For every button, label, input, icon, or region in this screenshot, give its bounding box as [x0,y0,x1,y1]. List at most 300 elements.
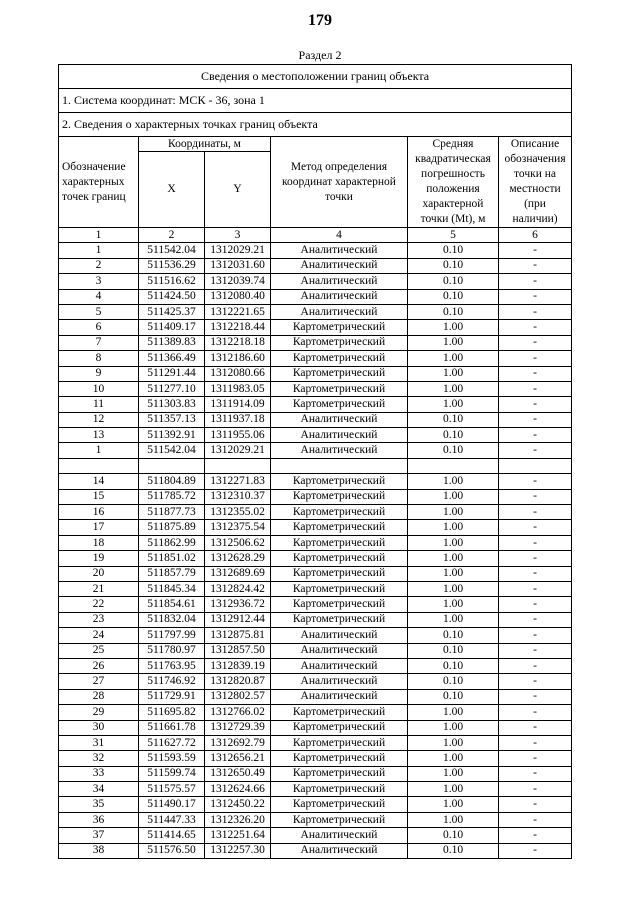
description: - [499,797,572,812]
x-coordinate: 511627.72 [139,735,205,750]
point-number: 4 [59,289,139,304]
y-coordinate: 1312875.81 [205,628,271,643]
method: Картометрический [271,366,408,381]
point-number: 1 [59,443,139,458]
x-coordinate: 511797.99 [139,628,205,643]
method: Аналитический [271,243,408,258]
table-row [59,304,572,319]
description: - [499,289,572,304]
table-row [59,735,572,750]
description: - [499,505,572,520]
y-coordinate: 1312218.18 [205,335,271,350]
error-value: 0.10 [408,689,499,704]
y-coordinate: 1312624.66 [205,782,271,797]
method: Картометрический [271,720,408,735]
description: - [499,335,572,350]
y-coordinate: 1312506.62 [205,535,271,550]
method: Картометрический [271,766,408,781]
method: Картометрический [271,535,408,550]
point-number: 15 [59,489,139,504]
method: Картометрический [271,397,408,412]
table-row [59,366,572,381]
table-row [59,443,572,458]
error-value: 0.10 [408,628,499,643]
y-coordinate: 1312186.60 [205,351,271,366]
point-number: 25 [59,643,139,658]
description: - [499,535,572,550]
y-coordinate: 1312375.54 [205,520,271,535]
x-coordinate: 511695.82 [139,705,205,720]
method: Картометрический [271,566,408,581]
description: - [499,258,572,273]
point-number: 28 [59,689,139,704]
x-coordinate: 511542.04 [139,243,205,258]
description: - [499,412,572,427]
method: Аналитический [271,843,408,858]
x-coordinate: 511593.59 [139,751,205,766]
method: Картометрический [271,597,408,612]
method: Картометрический [271,381,408,396]
table-row [59,782,572,797]
y-coordinate: 1312857.50 [205,643,271,658]
description: - [499,643,572,658]
method: Аналитический [271,428,408,443]
table-row [59,643,572,658]
error-value: 1.00 [408,397,499,412]
description: - [499,304,572,319]
description: - [499,720,572,735]
method: Аналитический [271,658,408,673]
point-number: 12 [59,412,139,427]
x-coordinate: 511303.83 [139,397,205,412]
error-value: 0.10 [408,643,499,658]
error-value: 1.00 [408,535,499,550]
y-coordinate: 1312692.79 [205,735,271,750]
table-row [59,674,572,689]
y-coordinate: 1312257.30 [205,843,271,858]
table-row [59,243,572,258]
error-value: 1.00 [408,566,499,581]
y-coordinate: 1312729.39 [205,720,271,735]
error-value: 1.00 [408,351,499,366]
point-number [59,458,139,473]
description: - [499,397,572,412]
point-number: 35 [59,797,139,812]
section-title: Раздел 2 [298,48,342,62]
error-value: 0.10 [408,428,499,443]
table-row [59,720,572,735]
table-row [59,458,572,473]
table-row [59,351,572,366]
method: Аналитический [271,258,408,273]
y-coordinate: 1312656.21 [205,751,271,766]
y-coordinate: 1312326.20 [205,812,271,827]
y-coordinate: 1312218.44 [205,320,271,335]
description: - [499,243,572,258]
y-coordinate: 1312820.87 [205,674,271,689]
table-row [59,505,572,520]
description: - [499,766,572,781]
y-coordinate: 1312766.02 [205,705,271,720]
description: - [499,628,572,643]
y-coordinate: 1311914.09 [205,397,271,412]
x-coordinate: 511447.33 [139,812,205,827]
table-row [59,705,572,720]
point-number: 9 [59,366,139,381]
description: - [499,735,572,750]
x-coordinate: 511877.73 [139,505,205,520]
table-row [59,797,572,812]
description: - [499,581,572,596]
y-coordinate: 1312936.72 [205,597,271,612]
table-row [59,658,572,673]
x-coordinate: 511414.65 [139,828,205,843]
table-row [59,320,572,335]
method: Картометрический [271,612,408,627]
table-row [59,520,572,535]
method: Картометрический [271,335,408,350]
table-row [59,258,572,273]
y-coordinate: 1312251.64 [205,828,271,843]
description: - [499,320,572,335]
point-number: 29 [59,705,139,720]
method: Аналитический [271,289,408,304]
error-value: 0.10 [408,274,499,289]
column-number: 5 [408,228,499,243]
x-coordinate: 511576.50 [139,843,205,858]
error-value: 0.10 [408,289,499,304]
method: Картометрический [271,551,408,566]
x-coordinate: 511804.89 [139,474,205,489]
x-coordinate: 511746.92 [139,674,205,689]
page-number: 179 [308,12,332,29]
description: - [499,812,572,827]
method: Картометрический [271,797,408,812]
x-coordinate [139,458,205,473]
error-value: 1.00 [408,581,499,596]
table-row [59,843,572,858]
y-coordinate: 1312650.49 [205,766,271,781]
method: Аналитический [271,274,408,289]
table-row [59,381,572,396]
description: - [499,828,572,843]
method: Картометрический [271,751,408,766]
method: Картометрический [271,489,408,504]
x-coordinate: 511575.57 [139,782,205,797]
x-coordinate: 511389.83 [139,335,205,350]
y-coordinate: 1312039.74 [205,274,271,289]
table-row [59,428,572,443]
description: - [499,551,572,566]
x-coordinate: 511851.02 [139,551,205,566]
description: - [499,489,572,504]
table-row [59,474,572,489]
point-number: 18 [59,535,139,550]
x-coordinate: 511599.74 [139,766,205,781]
x-coordinate: 511366.49 [139,351,205,366]
column-number: 1 [59,228,139,243]
header-x: X [139,152,205,228]
method: Картометрический [271,474,408,489]
x-coordinate: 511291.44 [139,366,205,381]
table-row [59,551,572,566]
description: - [499,443,572,458]
table-row [59,581,572,596]
y-coordinate: 1311937.18 [205,412,271,427]
error-value: 1.00 [408,320,499,335]
error-value: 1.00 [408,782,499,797]
error-value: 1.00 [408,735,499,750]
error-value: 1.00 [408,551,499,566]
description [499,458,572,473]
y-coordinate: 1312080.40 [205,289,271,304]
y-coordinate: 1312912.44 [205,612,271,627]
error-value: 1.00 [408,366,499,381]
error-value: 1.00 [408,489,499,504]
point-number: 30 [59,720,139,735]
column-number-row [59,228,572,243]
point-number: 32 [59,751,139,766]
y-coordinate: 1312221.65 [205,304,271,319]
description: - [499,351,572,366]
method: Картометрический [271,351,408,366]
method: Картометрический [271,705,408,720]
method: Аналитический [271,674,408,689]
y-coordinate: 1312031.60 [205,258,271,273]
y-coordinate: 1312355.02 [205,505,271,520]
error-value: 1.00 [408,797,499,812]
error-value: 0.10 [408,412,499,427]
table-row [59,689,572,704]
coordinate-system: 1. Система координат: МСК - 36, зона 1 [59,89,572,113]
error-value: 0.10 [408,674,499,689]
point-number: 11 [59,397,139,412]
description: - [499,597,572,612]
x-coordinate: 511425.37 [139,304,205,319]
point-number: 7 [59,335,139,350]
table-row [59,612,572,627]
x-coordinate: 511854.61 [139,597,205,612]
x-coordinate: 511536.29 [139,258,205,273]
point-number: 33 [59,766,139,781]
header-method: Метод определения координат характерной точки [271,137,408,228]
point-number: 8 [59,351,139,366]
y-coordinate: 1311955.06 [205,428,271,443]
table-row [59,289,572,304]
x-coordinate: 511780.97 [139,643,205,658]
x-coordinate: 511392.91 [139,428,205,443]
error-value: 1.00 [408,766,499,781]
method: Аналитический [271,443,408,458]
x-coordinate: 511409.17 [139,320,205,335]
description: - [499,381,572,396]
point-number: 5 [59,304,139,319]
header-point: Обозначение характерных точек границ [59,137,139,228]
error-value: 1.00 [408,720,499,735]
table-row [59,828,572,843]
x-coordinate: 511845.34 [139,581,205,596]
point-number: 14 [59,474,139,489]
error-value: 1.00 [408,612,499,627]
description: - [499,782,572,797]
error-value: 1.00 [408,520,499,535]
table-title: Сведения о местоположении границ объекта [59,65,572,89]
error-value: 0.10 [408,443,499,458]
table-row [59,566,572,581]
column-number: 3 [205,228,271,243]
column-number: 4 [271,228,408,243]
header-coordinates: Координаты, м [139,137,271,152]
point-number: 16 [59,505,139,520]
x-coordinate: 511661.78 [139,720,205,735]
method: Аналитический [271,828,408,843]
table-row [59,335,572,350]
error-value: 1.00 [408,812,499,827]
error-value: 1.00 [408,705,499,720]
table-row [59,751,572,766]
y-coordinate: 1312802.57 [205,689,271,704]
point-number: 10 [59,381,139,396]
description: - [499,474,572,489]
x-coordinate: 511763.95 [139,658,205,673]
y-coordinate: 1312450.22 [205,797,271,812]
table-row [59,628,572,643]
error-value: 0.10 [408,304,499,319]
method [271,458,408,473]
description: - [499,751,572,766]
point-number: 37 [59,828,139,843]
method: Картометрический [271,505,408,520]
error-value: 0.10 [408,658,499,673]
table-row [59,489,572,504]
method: Аналитический [271,643,408,658]
table-row [59,397,572,412]
error-value [408,458,499,473]
x-coordinate: 511875.89 [139,520,205,535]
error-value: 0.10 [408,843,499,858]
error-value: 0.10 [408,258,499,273]
method: Аналитический [271,628,408,643]
x-coordinate: 511857.79 [139,566,205,581]
x-coordinate: 511277.10 [139,381,205,396]
error-value: 1.00 [408,381,499,396]
x-coordinate: 511357.13 [139,412,205,427]
description: - [499,428,572,443]
header-error: Средняя квадратическая погрешность положения характерной точки (Mt), м [408,137,499,228]
point-number: 34 [59,782,139,797]
points-heading: 2. Сведения о характерных точках границ объекта [59,113,572,137]
error-value: 1.00 [408,474,499,489]
table-row [59,812,572,827]
error-value: 1.00 [408,751,499,766]
point-number: 19 [59,551,139,566]
table-row [59,766,572,781]
point-number: 17 [59,520,139,535]
description: - [499,658,572,673]
x-coordinate: 511516.62 [139,274,205,289]
method: Аналитический [271,689,408,704]
error-value: 1.00 [408,505,499,520]
y-coordinate: 1311983.05 [205,381,271,396]
error-value: 1.00 [408,597,499,612]
point-number: 31 [59,735,139,750]
y-coordinate: 1312080.66 [205,366,271,381]
description: - [499,612,572,627]
column-number: 6 [499,228,572,243]
y-coordinate: 1312824.42 [205,581,271,596]
y-coordinate: 1312029.21 [205,443,271,458]
table-row [59,597,572,612]
x-coordinate: 511729.91 [139,689,205,704]
point-number: 24 [59,628,139,643]
point-number: 27 [59,674,139,689]
description: - [499,274,572,289]
method: Картометрический [271,812,408,827]
method: Аналитический [271,412,408,427]
method: Картометрический [271,735,408,750]
y-coordinate: 1312689.69 [205,566,271,581]
y-coordinate: 1312839.19 [205,658,271,673]
point-number: 26 [59,658,139,673]
method: Аналитический [271,304,408,319]
point-number: 23 [59,612,139,627]
description: - [499,843,572,858]
point-number: 6 [59,320,139,335]
table-row [59,274,572,289]
method: Картометрический [271,782,408,797]
header-description: Описание обозначения точки на местности (при наличии) [499,137,572,228]
x-coordinate: 511832.04 [139,612,205,627]
error-value: 0.10 [408,828,499,843]
point-number: 20 [59,566,139,581]
description: - [499,674,572,689]
column-number: 2 [139,228,205,243]
point-number: 13 [59,428,139,443]
y-coordinate: 1312029.21 [205,243,271,258]
x-coordinate: 511424.50 [139,289,205,304]
point-number: 36 [59,812,139,827]
point-number: 3 [59,274,139,289]
boundary-points-table [58,64,572,859]
description: - [499,566,572,581]
point-number: 38 [59,843,139,858]
method: Картометрический [271,581,408,596]
method: Картометрический [271,520,408,535]
table-row [59,535,572,550]
x-coordinate: 511490.17 [139,797,205,812]
error-value: 1.00 [408,335,499,350]
error-value: 0.10 [408,243,499,258]
point-number: 2 [59,258,139,273]
description: - [499,705,572,720]
description: - [499,689,572,704]
description: - [499,520,572,535]
point-number: 22 [59,597,139,612]
x-coordinate: 511785.72 [139,489,205,504]
point-number: 1 [59,243,139,258]
x-coordinate: 511542.04 [139,443,205,458]
y-coordinate: 1312310.37 [205,489,271,504]
point-number: 21 [59,581,139,596]
table-row [59,412,572,427]
header-y: Y [205,152,271,228]
x-coordinate: 511862.99 [139,535,205,550]
y-coordinate [205,458,271,473]
description: - [499,366,572,381]
method: Картометрический [271,320,408,335]
y-coordinate: 1312271.83 [205,474,271,489]
y-coordinate: 1312628.29 [205,551,271,566]
